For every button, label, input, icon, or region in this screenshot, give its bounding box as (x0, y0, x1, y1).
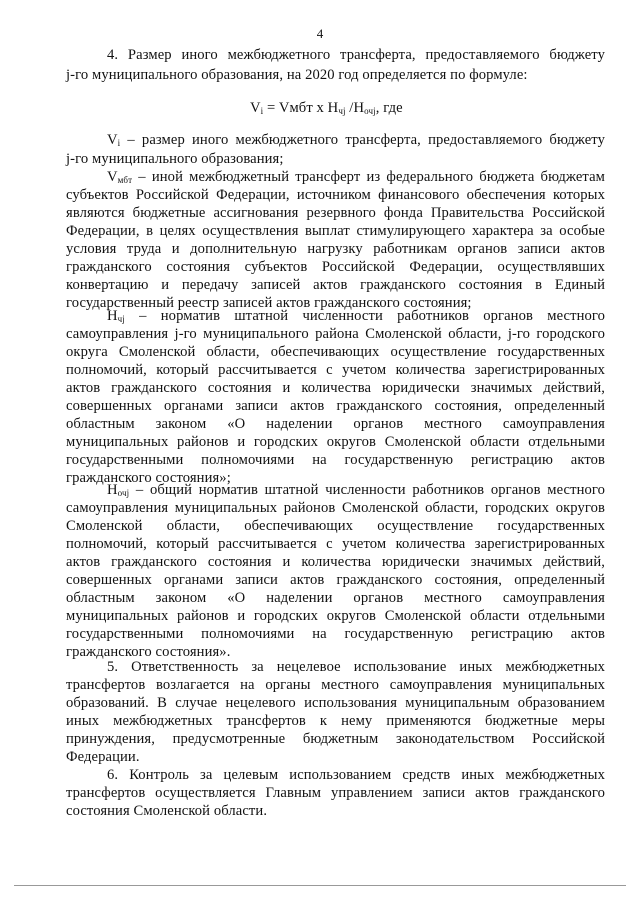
scan-edge-line (14, 885, 626, 886)
vmbt-text: – иной межбюджетный трансферт из федерального бюджета бюджетам (132, 169, 605, 185)
paragraph-5-line: Федерации. (66, 749, 140, 765)
nochj-line: актов гражданского состояния и количества юридически значимых действий, (66, 554, 605, 570)
nochj-symbol-sub: очj (117, 488, 130, 498)
formula-n1-sub: чj (338, 106, 346, 116)
vmbt-line: государственный реестр записей актов гражданского состояния; (66, 295, 472, 311)
vmbt-line: Федерации, в целях осуществления выплат стимулирующего характера за особые (66, 223, 605, 239)
vmbt-symbol-sub: мбт (117, 175, 133, 185)
vi-symbol: V (107, 132, 118, 148)
nchj-symbol-sub: чj (117, 314, 125, 324)
vi-symbol-sub: i (117, 138, 121, 148)
paragraph-6-line: трансфертов осуществляется Главным управлением записи актов гражданского (66, 785, 605, 801)
vmbt-line: гражданского состояния субъектов Российской Федерации, осуществлявших (66, 259, 605, 275)
nchj-symbol: Н (107, 308, 118, 324)
nochj-line: гражданского состояния». (66, 644, 231, 660)
nochj-line: областным законом «О наделении органов местного самоуправления (66, 590, 605, 606)
paragraph-5-line: принуждения, предусмотренные бюджетным законодательством Российской (66, 731, 605, 747)
nochj-line: государственными полномочиями на государственную регистрацию актов (66, 626, 605, 642)
vmbt-line: условия труда и дополнительную нагрузку работникам органов записи актов (66, 241, 605, 257)
formula-v: V (250, 100, 261, 116)
vmbt-line: субъектов Российской Федерации, источником финансового обеспечения которых (66, 187, 605, 203)
paragraph-4-line-2: j-го муниципального образования, на 2020 год определяется по формуле: (66, 67, 528, 83)
nchj-line: округа Смоленской области, обеспечивающих осуществление государственных (66, 344, 605, 360)
paragraph-5-line: 5. Ответственность за нецелевое использование иных межбюджетных (107, 659, 605, 675)
nochj-symbol: Н (107, 482, 118, 498)
nchj-line: актов гражданского состояния и количества юридически значимых действий, (66, 380, 605, 396)
nchj-line: гражданского состояния»; (66, 470, 231, 486)
nchj-text: – норматив штатной численности работников органов местного (124, 308, 605, 324)
formula-tail: , где (375, 100, 403, 116)
nchj-line: муниципальных районов и городских округов Смоленской области отдельными (66, 434, 605, 450)
formula-n2-sub: очj (364, 106, 376, 116)
vmbt-definition-line-1 (107, 168, 605, 186)
formula-eq: = Vмбт x Н (263, 100, 339, 116)
vmbt-line: конвертацию и передачу записей актов гражданского состояния в Единый (66, 277, 605, 293)
nchj-line: областным законом «О наделении органов местного самоуправления (66, 416, 605, 432)
nochj-text: – общий норматив штатной численности работников органов местного (129, 482, 605, 498)
nchj-line: полномочий, который рассчитывается с учетом количества зарегистрированных (66, 362, 605, 378)
vi-definition-line-2: j-го муниципального образования; (66, 151, 284, 167)
nchj-line: государственными полномочиями на государственную регистрацию актов (66, 452, 605, 468)
nochj-line: полномочий, который рассчитывается с учетом количества зарегистрированных (66, 536, 605, 552)
formula-v-sub: i (260, 106, 264, 116)
nchj-line: самоуправления j-го муниципального района Смоленской области, j-го городского (66, 326, 605, 342)
paragraph-5-line: трансфертов возлагается на органы местного самоуправления муниципальных (66, 677, 605, 693)
nochj-line: муниципальных районов и городских округов Смоленской области отдельными (66, 608, 605, 624)
page-number: 4 (316, 26, 324, 41)
paragraph-4-line-1: 4. Размер иного межбюджетного трансферта, предоставляемого бюджету (107, 47, 605, 63)
paragraph-5-line: иных межбюджетных трансфертов к нему применяются бюджетные меры (66, 713, 605, 729)
nochj-definition-line-1 (107, 481, 605, 499)
vi-definition-line-1 (107, 131, 605, 149)
vmbt-symbol: V (107, 169, 118, 185)
paragraph-6-line: состояния Смоленской области. (66, 803, 268, 819)
vi-text: – размер иного межбюджетного трансферта, предоставляемого бюджету (120, 132, 605, 148)
nchj-line: совершенных органами записи актов гражданского состояния, определенный (66, 398, 605, 414)
paragraph-5-line: образований. В случае нецелевого использования муниципальным образованием (66, 695, 605, 711)
nchj-definition-line-1 (107, 307, 605, 325)
formula-slash: /Н (345, 100, 365, 116)
nochj-line: Смоленской области, обеспечивающих осуществление государственных (66, 518, 605, 534)
vmbt-line: являются бюджетные ассигнования резервного фонда Правительства Российской (66, 205, 605, 221)
paragraph-6-line: 6. Контроль за целевым использованием средств иных межбюджетных (107, 767, 605, 783)
nochj-line: самоуправления муниципальных районов Смоленской области, городских округов (66, 500, 605, 516)
nochj-line: совершенных органами записи актов гражданского состояния, определенный (66, 572, 605, 588)
formula (250, 99, 403, 117)
